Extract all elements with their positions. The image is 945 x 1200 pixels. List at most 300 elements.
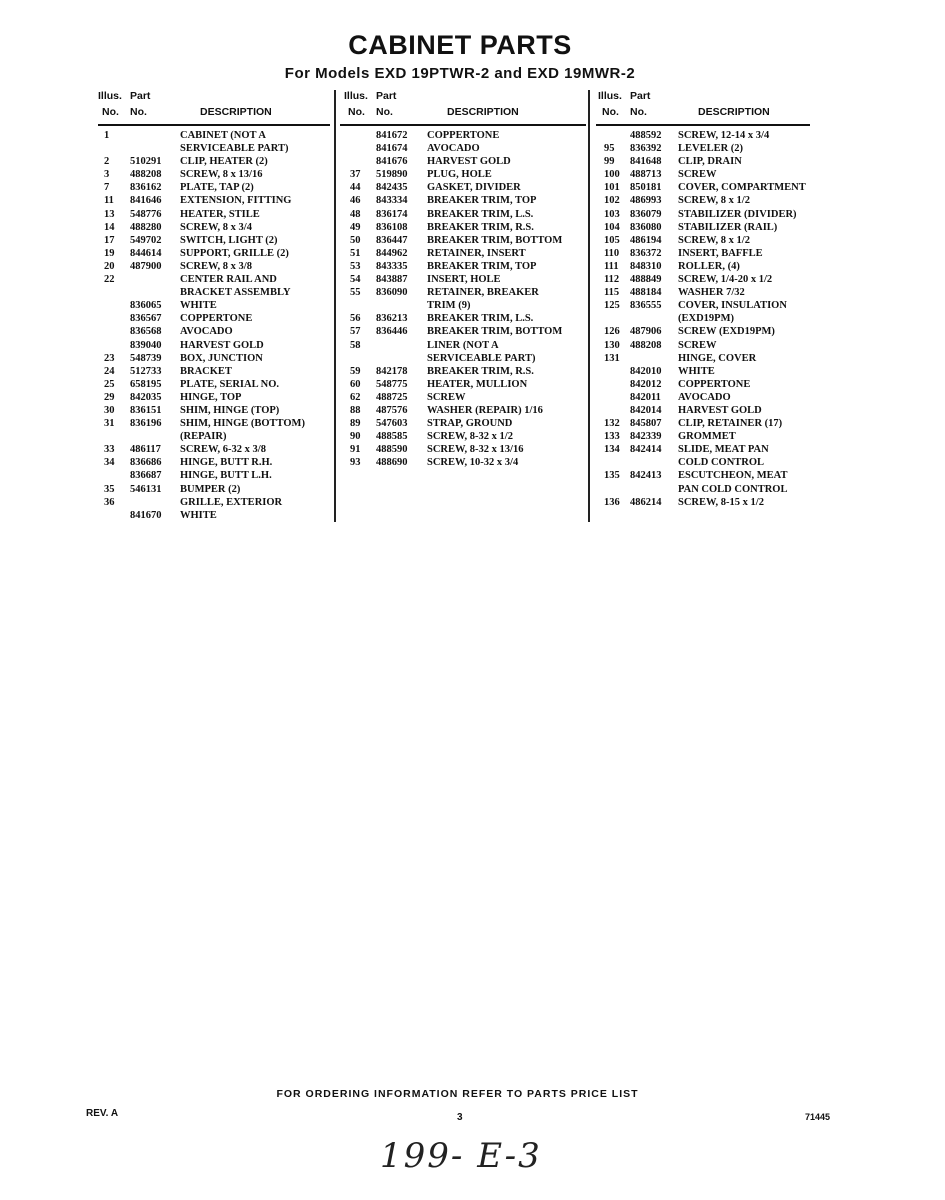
illus-number: 13: [104, 208, 115, 220]
part-description: SCREW, 8-32 x 1/2: [427, 431, 513, 443]
illus-number: 50: [350, 234, 361, 246]
part-number: 841676: [376, 156, 408, 168]
part-description: GRILLE, EXTERIOR: [180, 496, 283, 508]
part-description: HARVEST GOLD: [678, 404, 762, 416]
parts-column-2: [340, 88, 586, 470]
table-row: [98, 497, 330, 510]
table-row: [98, 287, 330, 300]
table-row: [340, 444, 586, 457]
part-number: 844614: [130, 247, 162, 259]
part-number: 836555: [630, 300, 662, 312]
part-number: 488590: [376, 444, 408, 456]
table-row: [98, 313, 330, 326]
illus-number: 46: [350, 195, 361, 207]
part-number: 488585: [376, 431, 408, 443]
part-description: INSERT, HOLE: [427, 274, 501, 286]
table-row: [98, 300, 330, 313]
illus-number: 60: [350, 378, 361, 390]
parts-column-1: [98, 88, 330, 523]
part-description: BREAKER TRIM, R.S.: [427, 365, 534, 377]
table-row: [340, 274, 586, 287]
part-description: COVER, INSULATION: [678, 300, 787, 312]
table-row: [596, 484, 810, 497]
table-row: [340, 418, 586, 431]
part-number: 488849: [630, 274, 662, 286]
part-description: BREAKER TRIM, L.S.: [427, 208, 534, 220]
part-description: AVOCADO: [180, 326, 233, 338]
part-description: SERVICEABLE PART): [180, 143, 289, 155]
table-row: [596, 222, 810, 235]
illus-number: 2: [104, 156, 110, 168]
illus-number: 134: [604, 444, 620, 456]
part-description: HINGE, BUTT R.H.: [180, 457, 273, 469]
illus-number: 25: [104, 378, 115, 390]
table-row: [98, 326, 330, 339]
illus-number: 105: [604, 234, 620, 246]
part-description: BREAKER TRIM, BOTTOM: [427, 326, 563, 338]
illus-number: 37: [350, 169, 361, 181]
revision-label: REV. A: [86, 1108, 119, 1119]
part-description: WHITE: [180, 300, 217, 312]
illus-number: 30: [104, 404, 115, 416]
part-description: BREAKER TRIM, TOP: [427, 195, 537, 207]
illus-number: 111: [604, 260, 619, 272]
part-number: 836080: [630, 221, 662, 233]
part-description: RETAINER, INSERT: [427, 247, 526, 259]
column-header: [98, 88, 330, 126]
description-header: DESCRIPTION: [698, 106, 770, 118]
table-row: [98, 261, 330, 274]
part-number: 845807: [630, 418, 662, 430]
table-row: [340, 379, 586, 392]
part-description: SERVICEABLE PART): [427, 352, 536, 364]
illus-number: 88: [350, 404, 361, 416]
table-row: [98, 130, 330, 143]
part-number: 842435: [376, 182, 408, 194]
illus-number: 58: [350, 339, 361, 351]
table-row: [98, 457, 330, 470]
part-number: 487906: [630, 326, 662, 338]
table-row: [340, 156, 586, 169]
part-number: 842339: [630, 431, 662, 443]
table-row: [98, 274, 330, 287]
table-row: [596, 313, 810, 326]
table-row: [340, 340, 586, 353]
illus-number: 7: [104, 182, 110, 194]
part-description: SUPPORT, GRILLE (2): [180, 247, 289, 259]
part-description: WHITE: [180, 509, 217, 521]
part-no-header: No.: [376, 106, 393, 118]
part-number: 842014: [630, 404, 662, 416]
part-number: 836447: [376, 234, 408, 246]
table-row: [596, 156, 810, 169]
part-description: HINGE, TOP: [180, 391, 242, 403]
table-row: [596, 248, 810, 261]
table-row: [340, 392, 586, 405]
table-row: [340, 195, 586, 208]
part-description: SCREW, 8 x 13/16: [180, 169, 263, 181]
part-number: 836108: [376, 221, 408, 233]
part-description: TRIM (9): [427, 300, 471, 312]
part-description: SHIM, HINGE (TOP): [180, 404, 280, 416]
illus-number: 22: [104, 274, 115, 286]
table-row: [596, 497, 810, 510]
illus-number: 44: [350, 182, 361, 194]
part-description: STABILIZER (DIVIDER): [678, 208, 797, 220]
table-row: [596, 444, 810, 457]
ordering-note: FOR ORDERING INFORMATION REFER TO PARTS PRICE LIST: [276, 1088, 639, 1100]
part-description: SCREW, 6-32 x 3/8: [180, 444, 266, 456]
part-number: 836568: [130, 326, 162, 338]
illus-number: 14: [104, 221, 115, 233]
part-number: 488184: [630, 287, 662, 299]
illus-number: 125: [604, 300, 620, 312]
part-number: 836567: [130, 313, 162, 325]
parts-column-3: [596, 88, 810, 510]
part-number: 486993: [630, 195, 662, 207]
part-description: LEVELER (2): [678, 143, 744, 155]
part-number: 488208: [630, 339, 662, 351]
table-row: [596, 366, 810, 379]
illus-no-header: No.: [102, 106, 119, 118]
part-description: SHIM, HINGE (BOTTOM): [180, 418, 305, 430]
part-number: 548776: [130, 208, 162, 220]
table-row: [596, 340, 810, 353]
table-row: [98, 169, 330, 182]
table-row: [596, 326, 810, 339]
part-description: BREAKER TRIM, TOP: [427, 260, 537, 272]
illus-number: 115: [604, 287, 620, 299]
part-number: 836686: [130, 457, 162, 469]
table-row: [98, 392, 330, 405]
part-description: BUMPER (2): [180, 483, 241, 495]
part-description: COLD CONTROL: [678, 457, 765, 469]
illus-number: 59: [350, 365, 361, 377]
part-number: 843334: [376, 195, 408, 207]
part-description: PAN COLD CONTROL: [678, 483, 788, 495]
illus-number: 136: [604, 496, 620, 508]
illus-header: Illus.: [598, 90, 622, 102]
part-description: STABILIZER (RAIL): [678, 221, 778, 233]
illus-number: 57: [350, 326, 361, 338]
table-row: [340, 287, 586, 300]
part-description: RETAINER, BREAKER: [427, 287, 539, 299]
table-row: [98, 182, 330, 195]
part-description: STRAP, GROUND: [427, 418, 513, 430]
table-row: [340, 366, 586, 379]
table-row: [98, 379, 330, 392]
part-number: 519890: [376, 169, 408, 181]
part-header: Part: [630, 90, 651, 102]
part-description: BREAKER TRIM, L.S.: [427, 313, 534, 325]
part-number: 842011: [630, 391, 661, 403]
part-description: BOX, JUNCTION: [180, 352, 263, 364]
table-row: [340, 405, 586, 418]
part-description: SCREW: [427, 391, 466, 403]
table-row: [98, 510, 330, 523]
part-number: 844962: [376, 247, 408, 259]
table-row: [98, 143, 330, 156]
part-description: SWITCH, LIGHT (2): [180, 234, 278, 246]
part-description: CLIP, HEATER (2): [180, 156, 268, 168]
table-row: [98, 444, 330, 457]
part-header: Part: [130, 90, 151, 102]
part-number: 488208: [130, 169, 162, 181]
part-description: COPPERTONE: [678, 378, 751, 390]
illus-number: 95: [604, 143, 615, 155]
illus-number: 17: [104, 234, 115, 246]
part-description: SCREW, 8 x 1/2: [678, 234, 750, 246]
part-number: 487900: [130, 260, 162, 272]
part-description: CLIP, RETAINER (17): [678, 418, 783, 430]
part-description: BREAKER TRIM, R.S.: [427, 221, 534, 233]
part-description: SCREW: [678, 169, 717, 181]
table-row: [98, 431, 330, 444]
part-description: WASHER (REPAIR) 1/16: [427, 404, 543, 416]
part-description: CABINET (NOT A: [180, 130, 266, 141]
part-number: 841674: [376, 143, 408, 155]
part-number: 510291: [130, 156, 162, 168]
table-row: [340, 143, 586, 156]
table-row: [98, 209, 330, 222]
illus-number: 53: [350, 260, 361, 272]
illus-no-header: No.: [348, 106, 365, 118]
illus-number: 132: [604, 418, 620, 430]
part-description: EXTENSION, FITTING: [180, 195, 292, 207]
part-description: CENTER RAIL AND: [180, 274, 277, 286]
part-number: 836392: [630, 143, 662, 155]
illus-number: 35: [104, 483, 115, 495]
table-row: [340, 313, 586, 326]
illus-number: 51: [350, 247, 361, 259]
illus-number: 100: [604, 169, 620, 181]
table-row: [340, 353, 586, 366]
illus-number: 1: [104, 130, 110, 141]
table-row: [98, 222, 330, 235]
part-description: PLATE, SERIAL NO.: [180, 378, 279, 390]
part-description: (REPAIR): [180, 431, 227, 443]
illus-number: 48: [350, 208, 361, 220]
table-row: [596, 209, 810, 222]
part-number: 841646: [130, 195, 162, 207]
part-description: SLIDE, MEAT PAN: [678, 444, 769, 456]
table-row: [98, 405, 330, 418]
table-row: [98, 366, 330, 379]
illus-number: 110: [604, 247, 620, 259]
illus-no-header: No.: [602, 106, 619, 118]
parts-list: [596, 126, 810, 510]
illus-number: 131: [604, 352, 620, 364]
part-no-header: No.: [130, 106, 147, 118]
part-number: 486194: [630, 234, 662, 246]
column-divider: [588, 90, 590, 522]
table-row: [98, 248, 330, 261]
illus-number: 89: [350, 418, 361, 430]
part-number: 841670: [130, 509, 162, 521]
part-description: HEATER, STILE: [180, 208, 260, 220]
table-row: [98, 340, 330, 353]
illus-number: 54: [350, 274, 361, 286]
part-number: 658195: [130, 378, 162, 390]
table-row: [596, 405, 810, 418]
illus-number: 101: [604, 182, 620, 194]
illus-number: 91: [350, 444, 361, 456]
table-row: [340, 235, 586, 248]
illus-number: 135: [604, 470, 620, 482]
part-number: 836687: [130, 470, 162, 482]
table-row: [340, 130, 586, 143]
part-description: INSERT, BAFFLE: [678, 247, 763, 259]
illus-number: 33: [104, 444, 115, 456]
part-description: AVOCADO: [678, 391, 731, 403]
part-description: HINGE, COVER: [678, 352, 757, 364]
parts-list: [340, 126, 586, 470]
table-row: [340, 431, 586, 444]
table-row: [98, 484, 330, 497]
part-number: 839040: [130, 339, 162, 351]
part-description: HINGE, BUTT L.H.: [180, 470, 272, 482]
part-number: 487576: [376, 404, 408, 416]
part-description: BRACKET ASSEMBLY: [180, 287, 291, 299]
description-header: DESCRIPTION: [447, 106, 519, 118]
part-number: 836446: [376, 326, 408, 338]
part-number: 546131: [130, 483, 162, 495]
part-number: 549702: [130, 234, 162, 246]
part-description: ROLLER, (4): [678, 260, 740, 272]
part-number: 836162: [130, 182, 162, 194]
part-description: ESCUTCHEON, MEAT: [678, 470, 788, 482]
table-row: [596, 130, 810, 143]
illus-number: 55: [350, 287, 361, 299]
illus-number: 112: [604, 274, 620, 286]
illus-number: 3: [104, 169, 110, 181]
table-row: [596, 353, 810, 366]
part-description: SCREW, 8-15 x 1/2: [678, 496, 764, 508]
part-number: 842010: [630, 365, 662, 377]
illus-number: 19: [104, 247, 115, 259]
part-description: SCREW, 8 x 1/2: [678, 195, 750, 207]
table-row: [340, 261, 586, 274]
part-description: SCREW (EXD19PM): [678, 326, 775, 338]
table-row: [596, 457, 810, 470]
column-header: [596, 88, 810, 126]
illus-number: 90: [350, 431, 361, 443]
column-divider: [334, 90, 336, 522]
table-row: [340, 209, 586, 222]
illus-number: 11: [104, 195, 114, 207]
part-description: HARVEST GOLD: [427, 156, 511, 168]
illus-number: 24: [104, 365, 115, 377]
part-description: HEATER, MULLION: [427, 378, 528, 390]
table-row: [98, 195, 330, 208]
part-description: GROMMET: [678, 431, 736, 443]
part-description: WASHER 7/32: [678, 287, 745, 299]
part-number: 488713: [630, 169, 662, 181]
table-row: [596, 274, 810, 287]
table-row: [340, 248, 586, 261]
part-number: 488592: [630, 130, 662, 141]
part-description: AVOCADO: [427, 143, 480, 155]
table-row: [596, 418, 810, 431]
illus-number: 56: [350, 313, 361, 325]
part-number: 547603: [376, 418, 408, 430]
part-number: 512733: [130, 365, 162, 377]
table-row: [98, 470, 330, 483]
table-row: [596, 470, 810, 483]
parts-list: [98, 126, 330, 523]
table-row: [596, 392, 810, 405]
handwritten-note: 199- E-3: [380, 1136, 542, 1176]
part-number: 548739: [130, 352, 162, 364]
part-number: 836213: [376, 313, 408, 325]
part-number: 486214: [630, 496, 662, 508]
part-number: 836174: [376, 208, 408, 220]
table-row: [596, 235, 810, 248]
part-description: SCREW: [678, 339, 717, 351]
part-number: 848310: [630, 260, 662, 272]
part-number: 488280: [130, 221, 162, 233]
part-number: 843335: [376, 260, 408, 272]
illus-number: 93: [350, 457, 361, 469]
table-row: [340, 326, 586, 339]
table-row: [596, 379, 810, 392]
part-description: GASKET, DIVIDER: [427, 182, 521, 194]
table-row: [340, 457, 586, 470]
table-row: [340, 300, 586, 313]
part-description: HARVEST GOLD: [180, 339, 264, 351]
part-number: 841648: [630, 156, 662, 168]
table-row: [98, 156, 330, 169]
illus-number: 103: [604, 208, 620, 220]
part-description: (EXD19PM): [678, 313, 734, 325]
part-description: CLIP, DRAIN: [678, 156, 742, 168]
part-number: 842012: [630, 378, 662, 390]
part-no-header: No.: [630, 106, 647, 118]
part-description: BREAKER TRIM, BOTTOM: [427, 234, 563, 246]
part-number: 842035: [130, 391, 162, 403]
illus-number: 29: [104, 391, 115, 403]
illus-number: 20: [104, 260, 115, 272]
part-description: BRACKET: [180, 365, 232, 377]
part-description: PLUG, HOLE: [427, 169, 492, 181]
part-number: 841672: [376, 130, 408, 141]
illus-number: 36: [104, 496, 115, 508]
part-description: SCREW, 1/4-20 x 1/2: [678, 274, 773, 286]
part-number: 488690: [376, 457, 408, 469]
illus-number: 104: [604, 221, 620, 233]
part-description: LINER (NOT A: [427, 339, 499, 351]
illus-number: 102: [604, 195, 620, 207]
table-row: [98, 418, 330, 431]
part-number: 486117: [130, 444, 161, 456]
part-number: 836090: [376, 287, 408, 299]
part-description: SCREW, 8-32 x 13/16: [427, 444, 524, 456]
illus-header: Illus.: [98, 90, 122, 102]
page-subtitle: For Models EXD 19PTWR-2 and EXD 19MWR-2: [284, 65, 636, 82]
table-row: [596, 300, 810, 313]
table-row: [596, 169, 810, 182]
illus-header: Illus.: [344, 90, 368, 102]
part-number: 836372: [630, 247, 662, 259]
part-number: 843887: [376, 274, 408, 286]
part-description: SCREW, 8 x 3/8: [180, 260, 252, 272]
illus-number: 49: [350, 221, 361, 233]
table-row: [596, 431, 810, 444]
part-description: SCREW, 8 x 3/4: [180, 221, 252, 233]
document-code: 71445: [805, 1112, 831, 1122]
description-header: DESCRIPTION: [200, 106, 272, 118]
illus-number: 133: [604, 431, 620, 443]
